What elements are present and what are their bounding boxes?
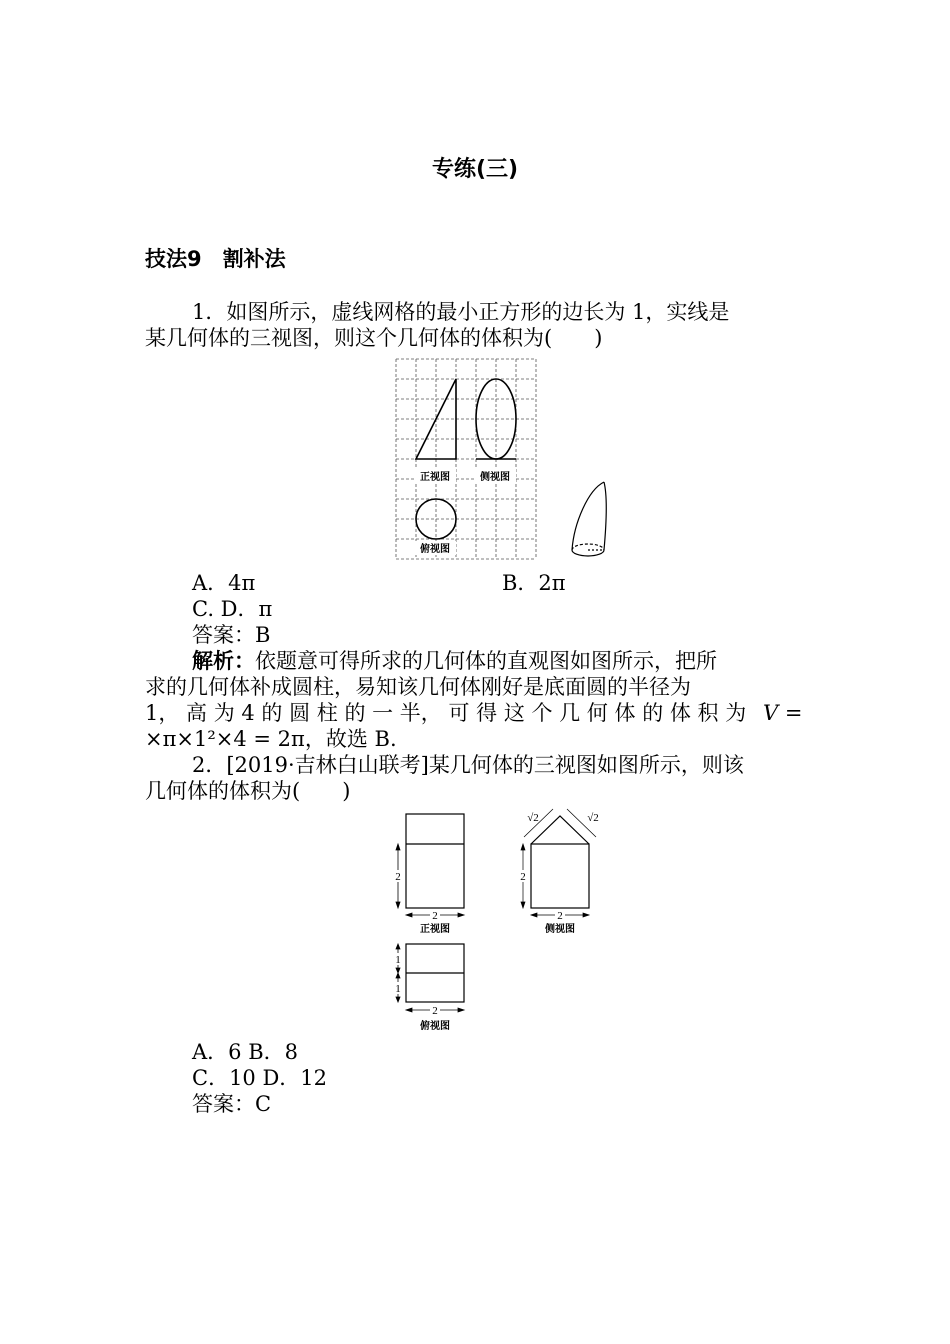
q2-front-view-label: 正视图 [420, 924, 450, 935]
q2-top-view [390, 940, 480, 1036]
q1-stem-line2: 某几何体的三视图，则这个几何体的体积为( ) [145, 326, 603, 350]
q1-analysis-formula: V = [763, 701, 803, 725]
q2-side-width-label: 2 [557, 910, 563, 922]
q2-stem-line2: 几何体的体积为( ) [145, 779, 351, 803]
q1-analysis-line1: 解析：依题意可得所求的几何体的直观图如图所示，把所 [192, 648, 717, 673]
section-heading: 技法9 割补法 [145, 247, 286, 271]
q1-analysis-line2: 求的几何体补成圆柱，易知该几何体刚好是底面圆的半径为 [145, 675, 691, 699]
q2-top-depth-label-upper: 1 [395, 954, 401, 966]
q2-top-view-label: 俯视图 [420, 1021, 450, 1032]
q1-analysis-label: 解析： [192, 648, 255, 673]
q1-top-view-label: 俯视图 [420, 544, 450, 555]
q2-front-width-label: 2 [432, 910, 438, 922]
page-title: 专练(三) [431, 157, 519, 182]
q2-option-ab: A．6 B．8 [192, 1040, 298, 1064]
q1-front-view-label: 正视图 [420, 472, 450, 483]
q2-side-view [515, 806, 610, 938]
q1-stem-line1: 1．如图所示，虚线网格的最小正方形的边长为 1，实线是 [192, 300, 730, 324]
q1-analysis-line4: ×π×1²×4 = 2π，故选 B. [145, 727, 397, 751]
q1-option-a: A．4π [192, 571, 256, 595]
q2-front-height-label: 2 [395, 871, 401, 883]
q1-solid-figure [568, 478, 618, 568]
q2-front-view [390, 810, 480, 938]
q2-stem-line1: 2．[2019·吉林白山联考]某几何体的三视图如图所示，则该 [192, 753, 744, 777]
q1-answer: 答案：B [192, 623, 271, 647]
q1-side-view-label: 侧视图 [480, 472, 510, 483]
q2-side-view-label: 侧视图 [545, 924, 575, 935]
q2-top-width-label: 2 [432, 1005, 438, 1017]
q2-side-height-label: 2 [520, 871, 526, 883]
q2-side-slant-right-label: √2 [587, 812, 599, 824]
q1-analysis-line3: 1， 高 为 4 的 圆 柱 的 一 半， 可 得 这 个 几 何 体 的 体 积 为 [145, 701, 747, 725]
q2-option-cd: C．10 D．12 [192, 1066, 328, 1090]
q2-side-slant-left-label: √2 [527, 812, 539, 824]
q1-three-view-figure [394, 357, 539, 563]
q2-answer: 答案：C [192, 1092, 272, 1116]
q2-top-depth-label-lower: 1 [395, 983, 401, 995]
q1-option-cd: C. D．π [192, 597, 273, 621]
q1-option-b: B．2π [502, 571, 566, 595]
